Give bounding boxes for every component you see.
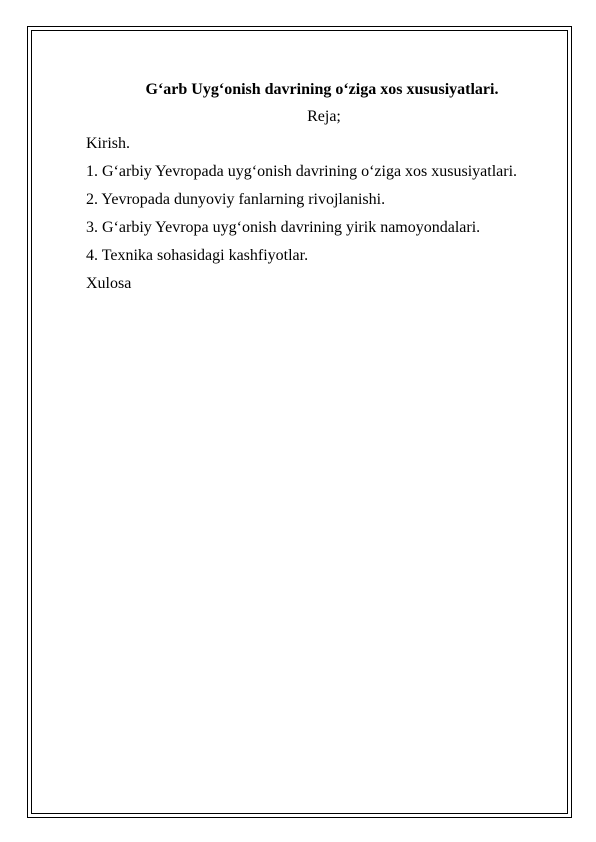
plan-item-1: 1. G‘arbiy Yevropada uyg‘onish davrining o‘ziga xos xususiyatlari. xyxy=(86,163,518,180)
document-body xyxy=(86,78,536,301)
plan-item-intro: Kirish. xyxy=(86,135,130,152)
document-title: G‘arb Uyg‘onish davrining o‘ziga xos xususiyatlari. xyxy=(145,81,499,98)
plan-heading: Reja; xyxy=(307,108,341,125)
plan-item-conclusion: Xulosa xyxy=(86,275,132,292)
plan-item-2: 2. Yevropada dunyoviy fanlarning rivojlanishi. xyxy=(86,191,386,208)
plan-list xyxy=(86,133,536,294)
plan-item-3: 3. G‘arbiy Yevropa uyg‘onish davrining yirik namoyondalari. xyxy=(86,219,481,236)
plan-item-4: 4. Texnika sohasidagi kashfiyotlar. xyxy=(86,247,309,264)
